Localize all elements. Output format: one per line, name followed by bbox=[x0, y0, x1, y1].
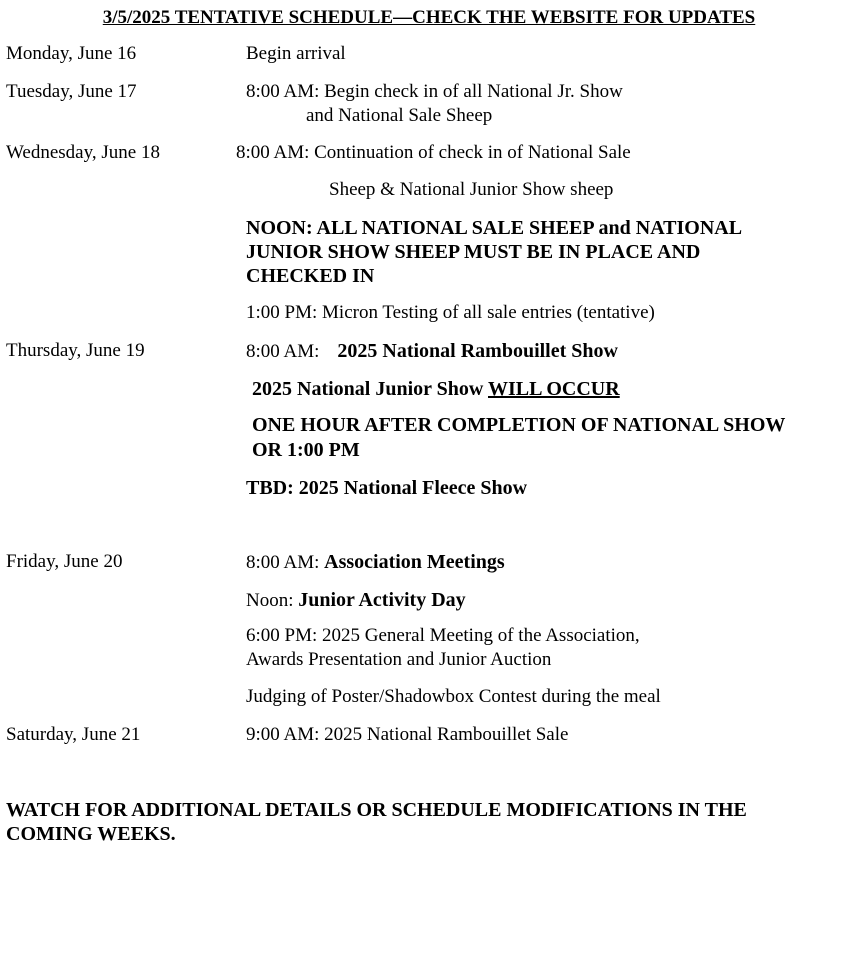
friday-event-1: Association Meetings bbox=[324, 551, 505, 573]
friday-meeting-line-1: 6:00 PM: 2025 General Meeting of the Association, bbox=[246, 625, 640, 646]
wednesday-line-1: 8:00 AM: Continuation of check in of National Sale bbox=[236, 142, 631, 163]
friday-time-1: 8:00 AM: bbox=[246, 552, 325, 573]
friday-poster: Judging of Poster/Shadowbox Contest during the meal bbox=[246, 686, 661, 707]
wednesday-noon-line-1: NOON: ALL NATIONAL SALE SHEEP and NATIONAL bbox=[246, 217, 743, 239]
thursday-junior-a: 2025 National Junior Show bbox=[252, 378, 488, 400]
footer-line-2: COMING WEEKS. bbox=[6, 823, 176, 845]
thursday-show: 2025 National Rambouillet Show bbox=[337, 340, 618, 362]
thursday-time: 8:00 AM: bbox=[246, 341, 320, 362]
tuesday-line-2: and National Sale Sheep bbox=[306, 105, 493, 126]
tuesday-line-1: 8:00 AM: Begin check in of all National Jr. Show bbox=[246, 81, 623, 102]
friday-event-2: Junior Activity Day bbox=[298, 589, 466, 611]
wednesday-line-2: Sheep & National Junior Show sheep bbox=[329, 179, 614, 200]
wednesday-micron: 1:00 PM: Micron Testing of all sale entries (tentative) bbox=[246, 302, 655, 323]
wednesday-noon-line-2: JUNIOR SHOW SHEEP MUST BE IN PLACE AND bbox=[246, 241, 701, 263]
day-friday: Friday, June 20 bbox=[6, 551, 123, 572]
thursday-fleece: TBD: 2025 National Fleece Show bbox=[246, 477, 528, 499]
schedule-title: 3/5/2025 TENTATIVE SCHEDULE—CHECK THE WEBSITE FOR UPDATES bbox=[102, 7, 756, 28]
thursday-after-line-1: ONE HOUR AFTER COMPLETION OF NATIONAL SHOW bbox=[252, 414, 786, 436]
wednesday-noon-line-3: CHECKED IN bbox=[246, 265, 375, 287]
thursday-show-line bbox=[246, 339, 618, 364]
thursday-junior-line bbox=[252, 377, 620, 401]
day-monday: Monday, June 16 bbox=[6, 43, 137, 64]
day-thursday: Thursday, June 19 bbox=[6, 340, 145, 361]
friday-time-2: Noon: bbox=[246, 590, 299, 611]
saturday-item: 9:00 AM: 2025 National Rambouillet Sale bbox=[246, 724, 569, 745]
thursday-junior-b: WILL OCCUR bbox=[488, 378, 620, 400]
monday-item: Begin arrival bbox=[246, 43, 346, 64]
day-tuesday: Tuesday, June 17 bbox=[6, 81, 137, 102]
day-saturday: Saturday, June 21 bbox=[6, 724, 141, 745]
friday-line-1 bbox=[246, 550, 505, 575]
friday-line-2 bbox=[246, 588, 466, 613]
footer-line-1: WATCH FOR ADDITIONAL DETAILS OR SCHEDULE MODIFICATIONS IN THE bbox=[6, 799, 747, 821]
friday-meeting-line-2: Awards Presentation and Junior Auction bbox=[246, 649, 552, 670]
day-wednesday: Wednesday, June 18 bbox=[6, 142, 160, 163]
thursday-after-line-2: OR 1:00 PM bbox=[252, 439, 360, 461]
